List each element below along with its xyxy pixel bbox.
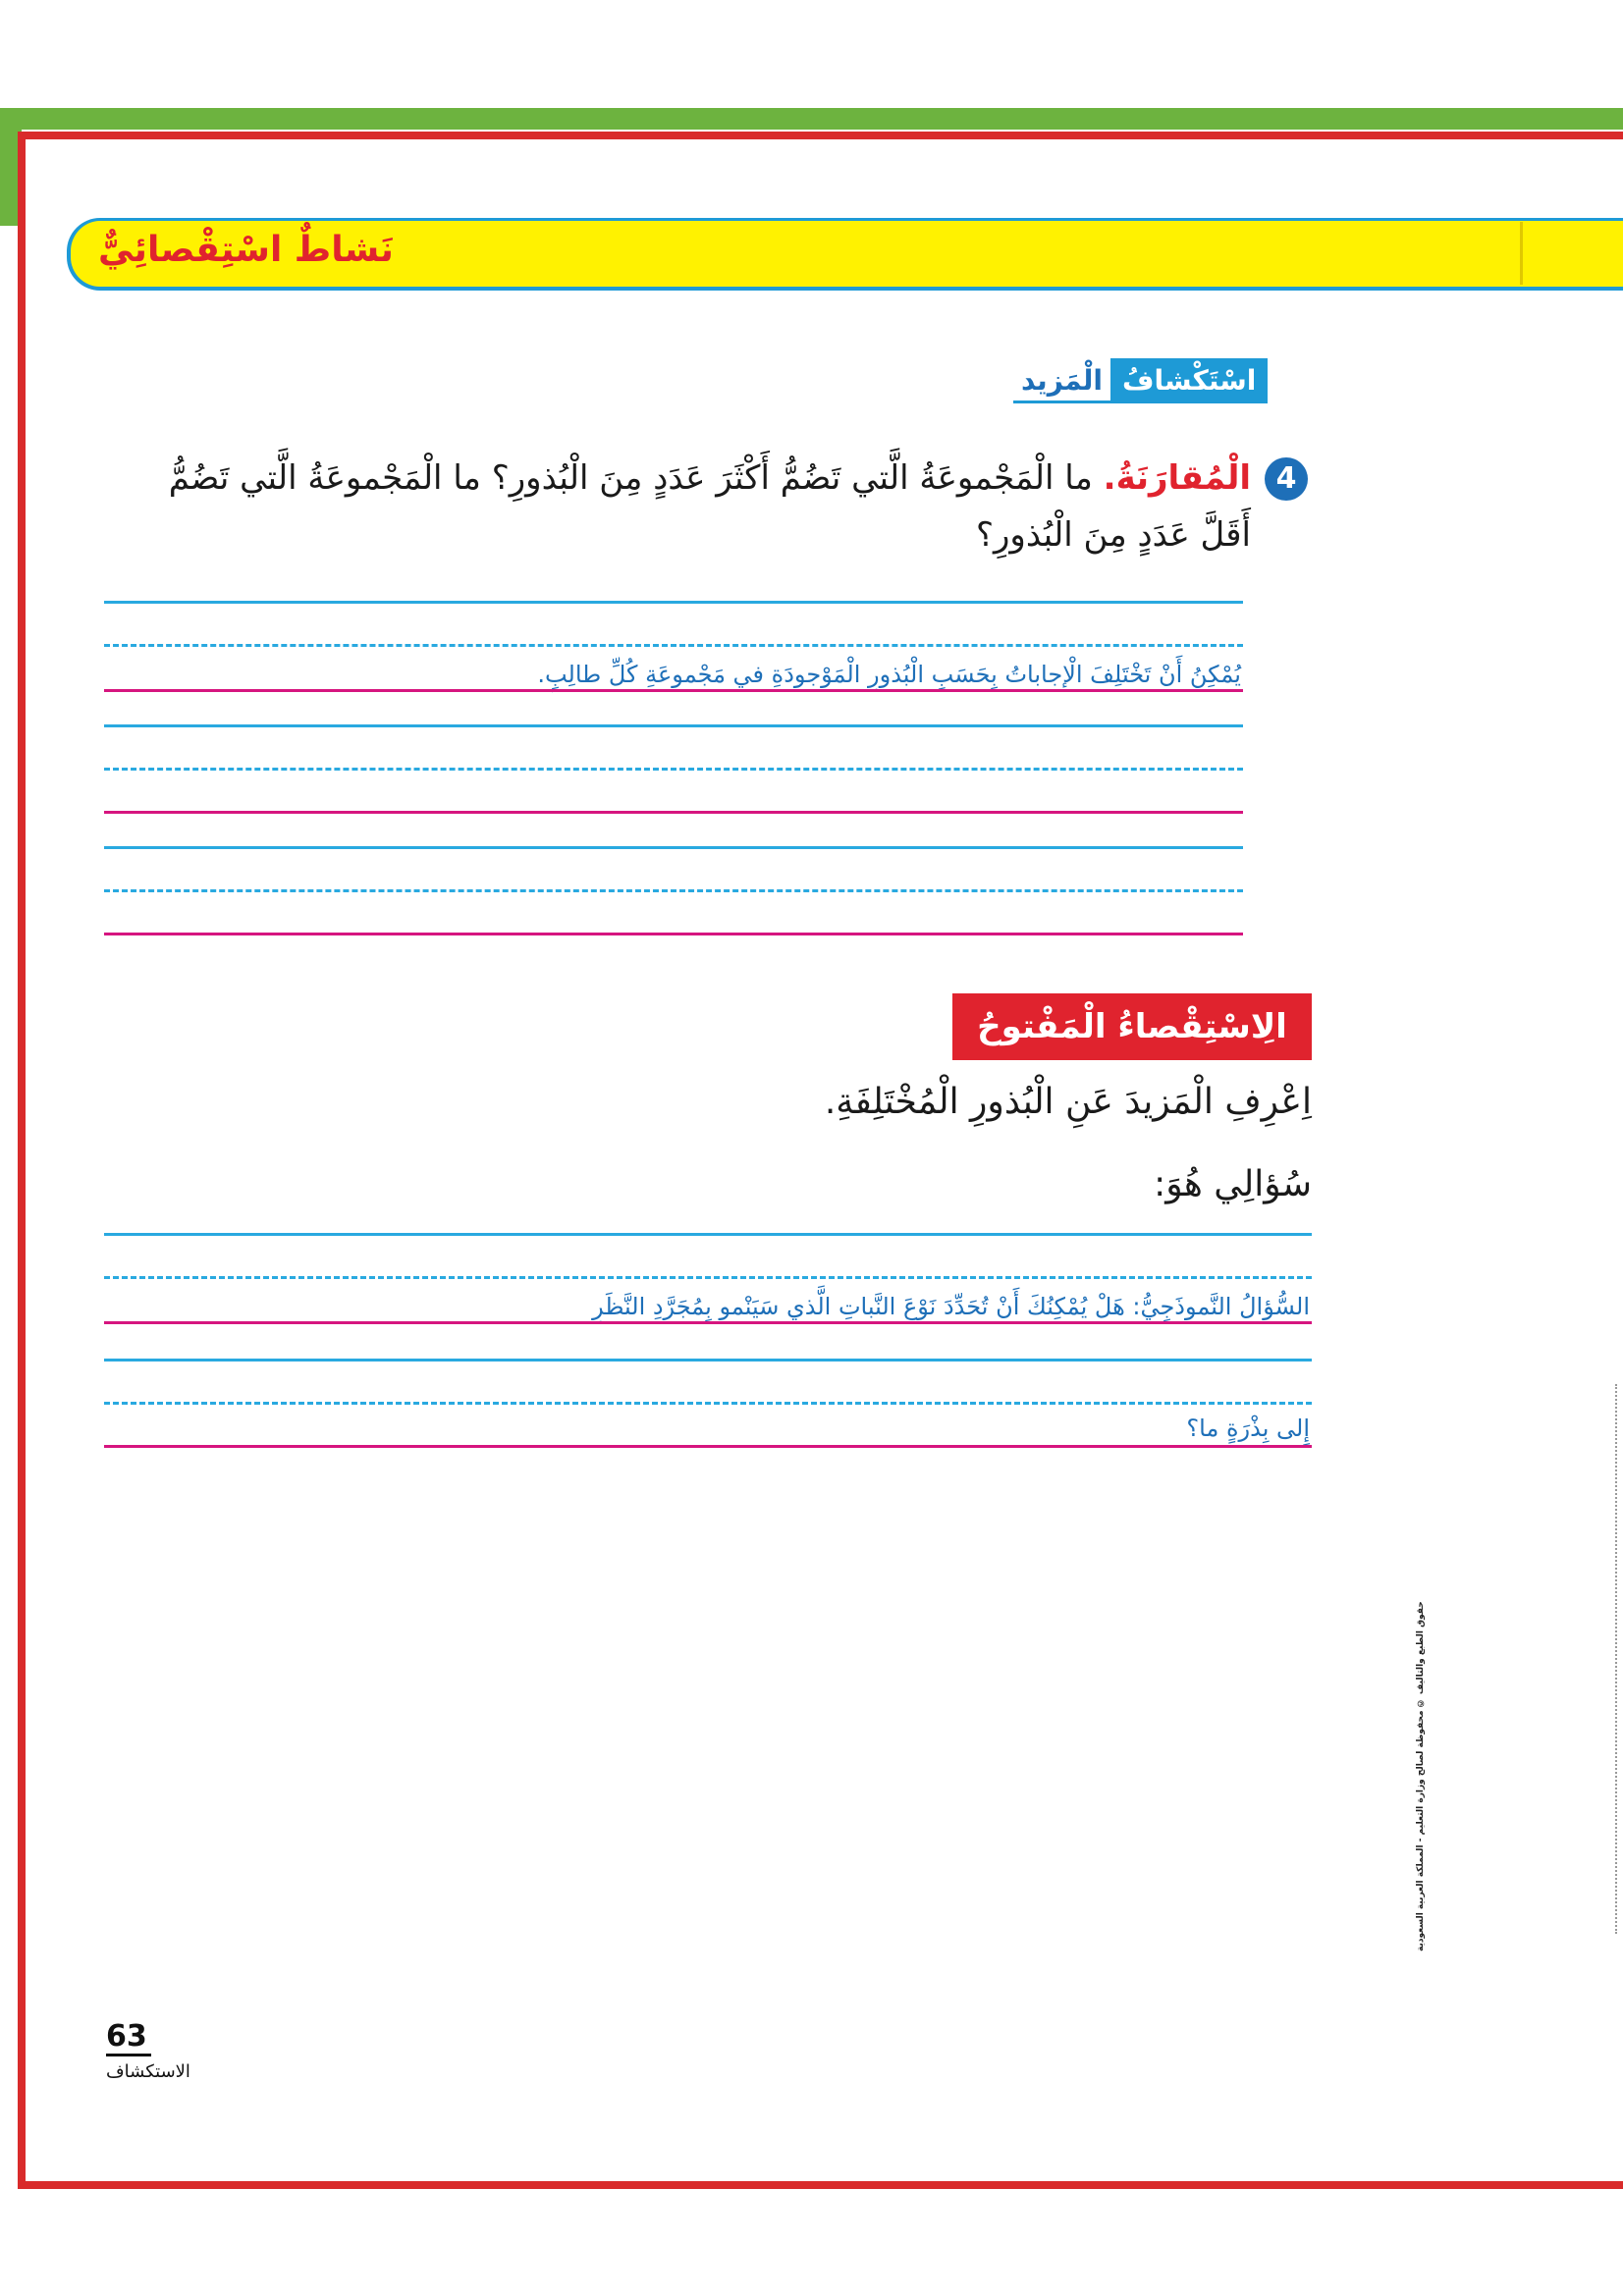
writing-line-base — [104, 933, 1243, 935]
question-text — [147, 450, 1251, 563]
open-inquiry-answer-line2: إِلى بِذْرَةٍ ما؟ — [1186, 1415, 1310, 1442]
question-number-badge: 4 — [1265, 457, 1308, 501]
writing-line-top — [104, 601, 1243, 604]
open-inquiry-label: الِاسْتِقْصاءُ الْمَفْتوحُ — [952, 993, 1312, 1060]
writing-line-dashed — [104, 644, 1243, 647]
explore-more-label — [1013, 358, 1268, 403]
page-frame-left — [18, 132, 26, 2189]
writing-line-base — [104, 1445, 1312, 1448]
header-divider — [1520, 222, 1523, 285]
page-frame-bottom — [18, 2181, 1623, 2189]
my-question-label: سُؤالِي هُوَ: — [1154, 1164, 1312, 1204]
writing-line-dashed — [104, 889, 1243, 892]
writing-line-top[interactable] — [104, 846, 1243, 849]
writing-line-dashed — [104, 1402, 1312, 1405]
open-inquiry-answer-line1: السُّؤالُ النَّموذَجِيُّ: هَلْ يُمْكِنُكَ أَنْ تُحَدِّدَ نَوْعَ النَّباتِ الَّذي سَيَنْمو بِمُجَرَّدِ النَّظَرِ — [592, 1293, 1310, 1320]
explore-label-highlight: اسْتَكْشافُ — [1110, 358, 1268, 403]
copyright-vertical-text: حقوق الطبع والتأليف © محفوظة لصالح وزارة التعليم - المملكة العربية السعودية — [1416, 1601, 1426, 1951]
page-frame-top — [26, 132, 1623, 139]
question-body: ما الْمَجْموعَةُ الَّتي تَضُمُّ أَكْثَرَ عَدَدٍ مِنَ الْبُذورِ؟ ما الْمَجْموعَةُ الَّتي تَضُمُّ أَقَلَّ عَدَدٍ مِنَ الْبُذورِ؟ — [168, 458, 1251, 555]
question-heading: الْمُقارَنَةُ. — [1103, 458, 1251, 498]
writing-line-top — [104, 1233, 1312, 1236]
explore-label-text: الْمَزيد — [1013, 358, 1110, 403]
writing-line-base — [104, 811, 1243, 814]
writing-line-top — [104, 1359, 1312, 1362]
margin-dotted-rule — [1615, 1384, 1621, 1934]
writing-line-dashed — [104, 768, 1243, 771]
writing-line-base — [104, 689, 1243, 692]
page-number: 63 — [106, 2022, 151, 2056]
activity-title: نَشاطٌ اسْتِقْصائِيٌّ — [98, 230, 394, 270]
writing-line-dashed — [104, 1276, 1312, 1279]
question-answer-text: يُمْكِنُ أَنْ تَخْتَلِفَ الْإِجاباتُ بِحَسَبِ الْبُذورِ الْمَوْجودَةِ في مَجْموعَةِ كُلِّ طالِبٍ. — [537, 661, 1241, 688]
writing-line-base — [104, 1321, 1312, 1324]
footer-section-title: الاستكشاف — [106, 2061, 190, 2082]
writing-line-top[interactable] — [104, 724, 1243, 727]
top-green-band — [0, 108, 1623, 130]
open-inquiry-prompt: اِعْرِفِ الْمَزيدَ عَنِ الْبُذورِ الْمُخْتَلِفَةِ. — [824, 1082, 1312, 1122]
